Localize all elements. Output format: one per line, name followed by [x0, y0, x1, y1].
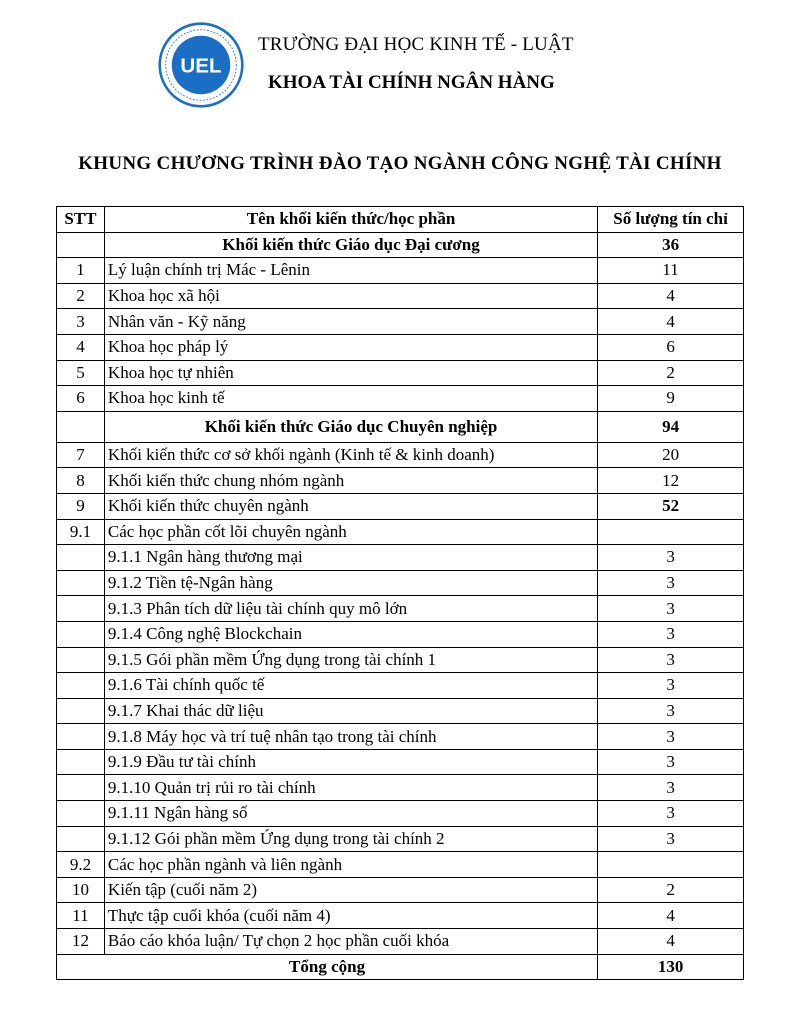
header-stt: STT [57, 207, 105, 233]
total-row [57, 954, 744, 980]
table-row: 9.1.8 Máy học và trí tuệ nhân tạo trong tài chính 3 [57, 724, 744, 750]
group-row-professional [57, 411, 744, 442]
table-row: 6 Khoa học kinh tế 9 [57, 386, 744, 412]
table-row: 9.1.3 Phân tích dữ liệu tài chính quy mô lớn 3 [57, 596, 744, 622]
table-row: 3 Nhân văn - Kỹ năng 4 [57, 309, 744, 335]
uel-logo [158, 22, 244, 108]
group-name: Khối kiến thức Giáo dục Đại cương [104, 232, 597, 258]
subgroup-row: 9.1 Các học phần cốt lõi chuyên ngành [57, 519, 744, 545]
table-row: 9.1.4 Công nghệ Blockchain 3 [57, 621, 744, 647]
table-row: 9.1.11 Ngân hàng số 3 [57, 801, 744, 827]
table-row: 4 Khoa học pháp lý 6 [57, 334, 744, 360]
subgroup-row: 9.2 Các học phần ngành và liên ngành [57, 852, 744, 878]
table-row: 9.1.10 Quản trị rủi ro tài chính 3 [57, 775, 744, 801]
table-row: 9.1.1 Ngân hàng thương mại 3 [57, 545, 744, 571]
table-row: 7 Khối kiến thức cơ sở khối ngành (Kinh tế & kinh doanh) 20 [57, 442, 744, 468]
table-row: 9.1.9 Đầu tư tài chính 3 [57, 749, 744, 775]
table-header-row [57, 207, 744, 233]
total-credits: 130 [598, 954, 744, 980]
group-name: Khối kiến thức Giáo dục Chuyên nghiệp [104, 411, 597, 442]
total-label: Tổng cộng [57, 954, 598, 980]
faculty-name: KHOA TÀI CHÍNH NGÂN HÀNG [268, 72, 555, 93]
curriculum-table [56, 206, 744, 980]
header-name: Tên khối kiến thức/học phần [104, 207, 597, 233]
table-row: 10 Kiến tập (cuối năm 2) 2 [57, 877, 744, 903]
table-row: 9.1.2 Tiền tệ-Ngân hàng 3 [57, 570, 744, 596]
table-row: 1 Lý luận chính trị Mác - Lênin 11 [57, 258, 744, 284]
table-row: 8 Khối kiến thức chung nhóm ngành 12 [57, 468, 744, 494]
header-credits: Số lượng tín chỉ [598, 207, 744, 233]
table-row: 9 Khối kiến thức chuyên ngành 52 [57, 493, 744, 519]
table-row: 9.1.12 Gói phần mềm Ứng dụng trong tài chính 2 3 [57, 826, 744, 852]
school-name: TRƯỜNG ĐẠI HỌC KINH TẾ - LUẬT [258, 34, 574, 55]
group-credits: 36 [598, 232, 744, 258]
group-row-general [57, 232, 744, 258]
group-credits: 94 [598, 411, 744, 442]
table-row: 11 Thực tập cuối khóa (cuối năm 4) 4 [57, 903, 744, 929]
table-row: 9.1.6 Tài chính quốc tế 3 [57, 673, 744, 699]
table-row: 9.1.5 Gói phần mềm Ứng dụng trong tài chính 1 3 [57, 647, 744, 673]
table-row: 2 Khoa học xã hội 4 [57, 283, 744, 309]
table-row: 12 Báo cáo khóa luận/ Tự chọn 2 học phần cuối khóa 4 [57, 929, 744, 955]
table-row: 5 Khoa học tự nhiên 2 [57, 360, 744, 386]
document-title: KHUNG CHƯƠNG TRÌNH ĐÀO TẠO NGÀNH CÔNG NGHỆ TÀI CHÍNH [78, 153, 722, 174]
table-row: 9.1.7 Khai thác dữ liệu 3 [57, 698, 744, 724]
logo-text: UEL [180, 54, 222, 78]
document-header [0, 0, 800, 130]
